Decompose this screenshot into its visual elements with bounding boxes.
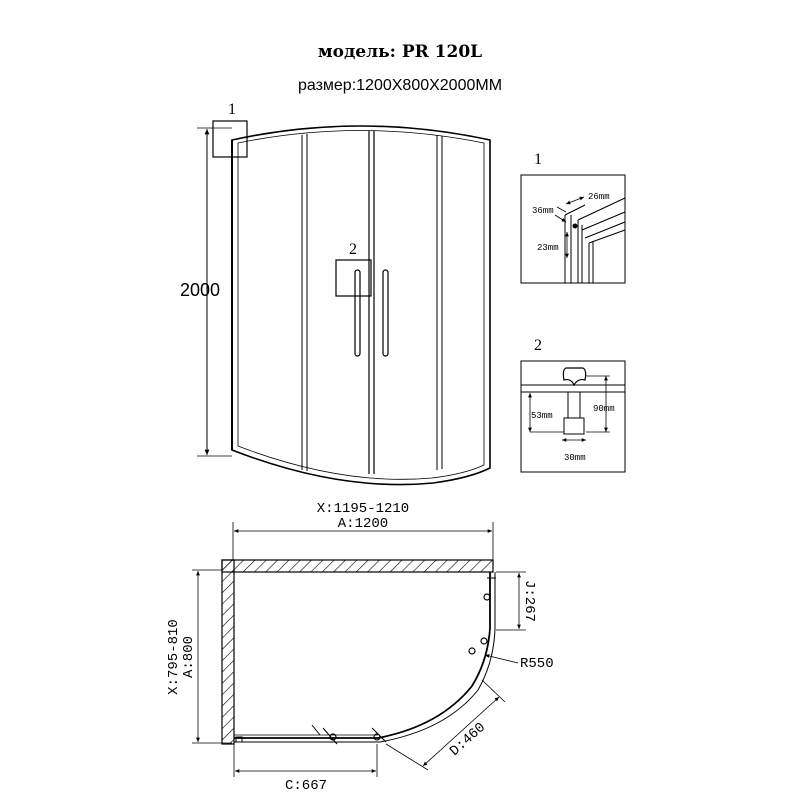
detail-2-number: 2 bbox=[534, 337, 542, 354]
callout-box-2 bbox=[336, 260, 371, 296]
height-label: 2000 bbox=[179, 280, 221, 300]
enclosure-curve bbox=[234, 572, 490, 738]
c-label: C:667 bbox=[284, 778, 328, 794]
x-range-label: X:1195-1210 bbox=[316, 501, 410, 517]
handle-right bbox=[383, 270, 388, 356]
wall-top bbox=[222, 560, 493, 572]
front-outline bbox=[232, 126, 490, 485]
callout-2-number: 2 bbox=[349, 241, 357, 258]
detail-1-dim-26: 26mm bbox=[588, 192, 610, 202]
detail-1-number: 1 bbox=[534, 151, 542, 168]
callout-1-number: 1 bbox=[228, 101, 236, 118]
detail-2-dim-30: 30mm bbox=[564, 453, 586, 463]
size-subtitle: размер:1200X800X2000MM bbox=[297, 77, 503, 94]
detail-1-dim-23: 23mm bbox=[537, 243, 559, 253]
callout-box-1 bbox=[213, 121, 247, 157]
j-label: J:267 bbox=[521, 579, 537, 623]
detail-2-dim-53: 53mm bbox=[531, 411, 553, 421]
detail-1-dim-36: 36mm bbox=[532, 206, 554, 216]
y-range-label: X:795-810 bbox=[166, 619, 182, 695]
wall-left bbox=[222, 560, 234, 744]
a-depth-label: A:800 bbox=[181, 635, 197, 679]
detail-2-dim-90: 90mm bbox=[593, 404, 615, 414]
a-width-label: A:1200 bbox=[337, 516, 389, 532]
d-label: D:460 bbox=[447, 719, 489, 760]
handle-left bbox=[355, 270, 360, 356]
front-view bbox=[197, 121, 490, 485]
model-title: модель: PR 120L bbox=[317, 42, 483, 62]
r-label: R550 bbox=[520, 656, 554, 672]
